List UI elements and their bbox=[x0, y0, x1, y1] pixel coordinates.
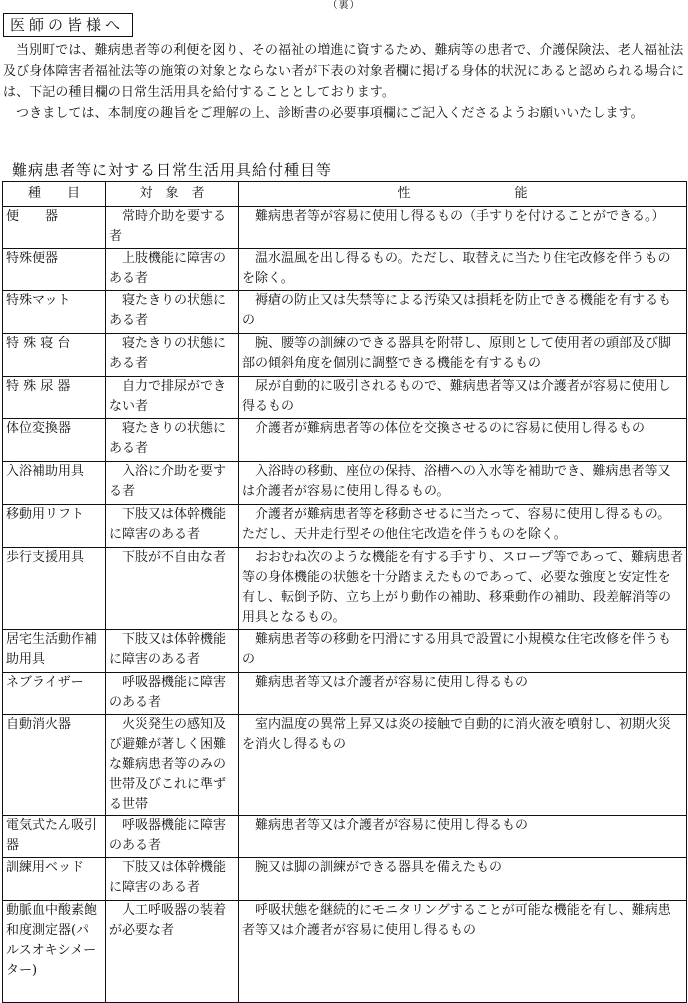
item-function: 呼吸状態を継続的にモニタリングすることが可能な機能を有し、難病患者等又は介護者が容易に使用し得るもの bbox=[239, 901, 687, 1003]
item-name: 動脈血中酸素飽和度測定器(パルスオキシメーター) bbox=[3, 901, 106, 1003]
item-subject: 人工呼吸器の装着が必要な者 bbox=[106, 901, 239, 1003]
item-function: 尿が自動的に吸引されるもので、難病患者等又は介護者が容易に使用し得るもの bbox=[239, 377, 687, 419]
item-subject: 寝たきりの状態にある者 bbox=[106, 419, 239, 462]
item-subject: 火災発生の感知及び避難が著しく困難な難病患者等のみの世帯及びこれに準ずる世帯 bbox=[106, 715, 239, 816]
item-name: 訓練用ベッド bbox=[3, 858, 106, 901]
table-row bbox=[3, 901, 687, 1003]
table-row bbox=[3, 630, 687, 673]
item-function: 入浴時の移動、座位の保持、浴槽への入水等を補助でき、難病患者等又は介護者が容易に使用し得るもの。 bbox=[239, 462, 687, 505]
table-row bbox=[3, 505, 687, 548]
notice-heading: 医師の皆様へ bbox=[3, 13, 133, 37]
item-subject: 入浴に介助を要する者 bbox=[106, 462, 239, 505]
column-header-function: 性 能 bbox=[239, 182, 687, 207]
item-name: ネブライザー bbox=[3, 673, 106, 715]
item-function: 介護者が難病患者等の体位を交換させるのに容易に使用し得るもの bbox=[239, 419, 687, 462]
column-header-subject: 対 象 者 bbox=[106, 182, 239, 207]
item-subject: 下肢又は体幹機能に障害のある者 bbox=[106, 505, 239, 548]
table-row bbox=[3, 858, 687, 901]
item-subject: 呼吸器機能に障害のある者 bbox=[106, 816, 239, 858]
table-row bbox=[3, 377, 687, 419]
table-header-row bbox=[3, 182, 687, 207]
item-name: 電気式たん吸引器 bbox=[3, 816, 106, 858]
item-name: 歩行支援用具 bbox=[3, 548, 106, 630]
item-name: 特 殊 尿 器 bbox=[3, 377, 106, 419]
item-name: 特殊便器 bbox=[3, 249, 106, 291]
item-function: 難病患者等又は介護者が容易に使用し得るもの bbox=[239, 816, 687, 858]
item-subject: 上肢機能に障害のある者 bbox=[106, 249, 239, 291]
item-name: 便 器 bbox=[3, 207, 106, 249]
item-name: 特殊マット bbox=[3, 291, 106, 334]
table-row bbox=[3, 207, 687, 249]
item-function: 室内温度の異常上昇又は炎の接触で自動的に消火液を噴射し、初期火災を消火し得るもの bbox=[239, 715, 687, 816]
item-name: 居宅生活動作補助用具 bbox=[3, 630, 106, 673]
table-row bbox=[3, 816, 687, 858]
intro-paragraph-2: つきましては、本制度の趣旨をご理解の上、診断書の必要事項欄にご記入くださるようお願いいたします。 bbox=[16, 106, 644, 121]
table-caption: 難病患者等に対する日常生活用具給付種目等 bbox=[12, 161, 333, 179]
table-row bbox=[3, 249, 687, 291]
item-function: 難病患者等の移動を円滑にする用具で設置に小規模な住宅改修を伴うもの bbox=[239, 630, 687, 673]
item-function: 腕又は脚の訓練ができる器具を備えたもの bbox=[239, 858, 687, 901]
item-function: 腕、腰等の訓練のできる器具を附帯し、原則として使用者の頭部及び脚部の傾斜角度を個別に調整できる機能を有するもの bbox=[239, 334, 687, 377]
table-row bbox=[3, 715, 687, 816]
item-subject: 下肢又は体幹機能に障害のある者 bbox=[106, 630, 239, 673]
item-function: 褥瘡の防止又は失禁等による汚染又は損耗を防止できる機能を有するもの bbox=[239, 291, 687, 334]
item-function: 温水温風を出し得るもの。ただし、取替えに当たり住宅改修を伴うものを除く。 bbox=[239, 249, 687, 291]
table-row bbox=[3, 419, 687, 462]
item-name: 体位変換器 bbox=[3, 419, 106, 462]
table-row bbox=[3, 291, 687, 334]
table-row bbox=[3, 462, 687, 505]
page-side-marker: （裏） bbox=[327, 0, 361, 11]
item-function: 難病患者等又は介護者が容易に使用し得るもの bbox=[239, 673, 687, 715]
item-subject: 寝たきりの状態にある者 bbox=[106, 334, 239, 377]
item-function: 介護者が難病患者等を移動させるに当たって、容易に使用し得るもの。ただし、天井走行型その他住宅改造を伴うものを除く。 bbox=[239, 505, 687, 548]
table-row bbox=[3, 548, 687, 630]
item-subject: 下肢又は体幹機能に障害のある者 bbox=[106, 858, 239, 901]
item-function: 難病患者等が容易に使用し得るもの（手すりを付けることができる。） bbox=[239, 207, 687, 249]
item-function: おおむね次のような機能を有する手すり、スロープ等であって、難病患者等の身体機能の状態を十分踏まえたものであって、必要な強度と安定性を有し、転倒予防、立ち上がり動作の補助、移乗動作の補助、段差解消等の用具となるもの。 bbox=[239, 548, 687, 630]
item-subject: 下肢が不自由な者 bbox=[106, 548, 239, 630]
item-subject: 常時介助を要する者 bbox=[106, 207, 239, 249]
intro-paragraph-1: 当別町では、難病患者等の利便を図り、その福祉の増進に資するため、難病等の患者で、介護保険法、老人福祉法及び身体障害者福祉法等の施策の対象とならない者が下表の対象者欄に掲げる身体的状況にあると認められる場合には、下記の種目欄の日常生活用具を給付することとしております。 bbox=[3, 43, 685, 100]
intro-text bbox=[3, 40, 685, 124]
item-name: 自動消火器 bbox=[3, 715, 106, 816]
item-subject: 自力で排尿ができない者 bbox=[106, 377, 239, 419]
column-header-item: 種 目 bbox=[3, 182, 106, 207]
table-row bbox=[3, 334, 687, 377]
item-name: 入浴補助用具 bbox=[3, 462, 106, 505]
item-name: 移動用リフト bbox=[3, 505, 106, 548]
item-subject: 呼吸器機能に障害のある者 bbox=[106, 673, 239, 715]
equipment-table bbox=[2, 181, 687, 1003]
item-subject: 寝たきりの状態にある者 bbox=[106, 291, 239, 334]
item-name: 特 殊 寝 台 bbox=[3, 334, 106, 377]
table-row bbox=[3, 673, 687, 715]
